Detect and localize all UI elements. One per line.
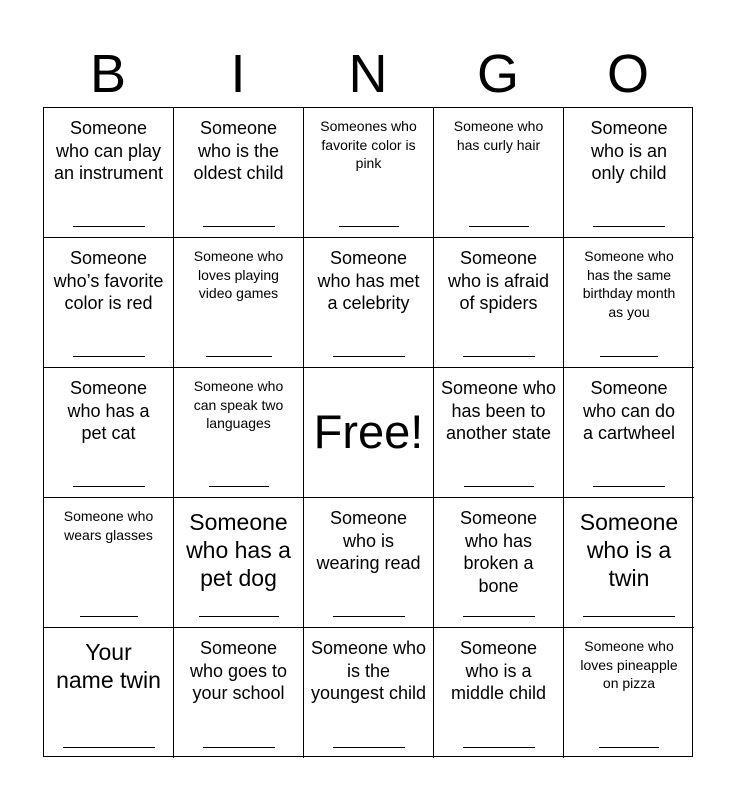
- signature-line: [333, 747, 405, 748]
- header-letter-b: B: [89, 44, 127, 104]
- bingo-header: [43, 40, 693, 108]
- signature-line: [73, 356, 145, 357]
- bingo-cell[interactable]: [564, 368, 694, 498]
- cell-prompt: Someone who is a twin: [579, 509, 679, 591]
- bingo-cell[interactable]: [174, 498, 304, 628]
- header-letter-o: O: [606, 44, 649, 104]
- bingo-cell[interactable]: [564, 238, 694, 368]
- signature-line: [463, 747, 535, 748]
- cell-prompt: Someone who is the youngest child: [310, 638, 427, 703]
- cell-prompt: Someone who is afraid of spiders: [447, 248, 550, 313]
- cell-prompt: Someone who is an only child: [590, 118, 668, 183]
- header-letter-i: I: [230, 44, 246, 104]
- cell-prompt: Someone who has the same birthday month as you: [582, 248, 676, 320]
- header-letter-g: G: [476, 44, 519, 104]
- bingo-cell[interactable]: [174, 368, 304, 498]
- signature-line: [464, 486, 534, 487]
- header-letter-n: N: [348, 44, 388, 104]
- free-space-cell[interactable]: [304, 368, 434, 498]
- cell-prompt: Someone who’s favorite color is red: [53, 248, 164, 313]
- bingo-cell[interactable]: [44, 108, 174, 238]
- bingo-cell[interactable]: [434, 628, 564, 758]
- cell-prompt: Someone who is a middle child: [450, 638, 547, 703]
- signature-line: [333, 356, 405, 357]
- bingo-cell[interactable]: [304, 628, 434, 758]
- signature-line: [469, 226, 529, 227]
- bingo-cell[interactable]: [174, 238, 304, 368]
- free-space-label: Free!: [313, 405, 424, 458]
- signature-line: [73, 486, 145, 487]
- bingo-cell[interactable]: [434, 498, 564, 628]
- bingo-cell[interactable]: [304, 108, 434, 238]
- cell-prompt: Your name twin: [56, 639, 161, 693]
- cell-prompt: Someone who has curly hair: [453, 118, 544, 153]
- bingo-cell[interactable]: [174, 628, 304, 758]
- bingo-cell[interactable]: [434, 368, 564, 498]
- cell-prompt: Someone who is wearing read: [316, 508, 421, 573]
- signature-line: [203, 226, 275, 227]
- signature-line: [333, 616, 405, 617]
- signature-line: [63, 747, 155, 748]
- cell-prompt: Someone who is the oldest child: [193, 118, 284, 183]
- cell-prompt: Someone who has a pet cat: [67, 378, 150, 443]
- signature-line: [209, 486, 269, 487]
- cell-prompt: Someone who loves playing video games: [193, 248, 284, 301]
- signature-line: [80, 616, 138, 617]
- bingo-cell[interactable]: [564, 108, 694, 238]
- cell-prompt: Someone who goes to your school: [189, 638, 288, 703]
- bingo-cell[interactable]: [44, 628, 174, 758]
- signature-line: [73, 226, 145, 227]
- signature-line: [339, 226, 399, 227]
- bingo-card-grid: [43, 107, 693, 757]
- cell-prompt: Someone who can do a cartwheel: [582, 378, 676, 443]
- bingo-cell[interactable]: [44, 368, 174, 498]
- cell-prompt: Someone who can play an instrument: [53, 118, 164, 183]
- cell-prompt: Someone who loves pineapple on pizza: [580, 638, 678, 691]
- bingo-cell[interactable]: [304, 238, 434, 368]
- bingo-cell[interactable]: [434, 108, 564, 238]
- cell-prompt: Someone who wears glasses: [63, 508, 154, 543]
- bingo-cell[interactable]: [564, 498, 694, 628]
- signature-line: [206, 356, 272, 357]
- bingo-cell[interactable]: [434, 238, 564, 368]
- signature-line: [600, 356, 658, 357]
- bingo-cell[interactable]: [174, 108, 304, 238]
- bingo-cell[interactable]: [44, 238, 174, 368]
- signature-line: [583, 616, 675, 617]
- signature-line: [199, 616, 279, 617]
- signature-line: [203, 747, 275, 748]
- signature-line: [463, 356, 535, 357]
- signature-line: [593, 226, 665, 227]
- signature-line: [593, 486, 665, 487]
- signature-line: [599, 747, 659, 748]
- bingo-cell[interactable]: [304, 498, 434, 628]
- cell-prompt: Someone who has met a celebrity: [317, 248, 420, 313]
- bingo-cell[interactable]: [564, 628, 694, 758]
- cell-prompt: Someone who has a pet dog: [186, 509, 291, 591]
- signature-line: [463, 616, 535, 617]
- cell-prompt: Someone who has broken a bone: [459, 508, 538, 596]
- bingo-cell[interactable]: [44, 498, 174, 628]
- cell-prompt: Someone who can speak two languages: [193, 378, 284, 431]
- cell-prompt: Someones who favorite color is pink: [320, 118, 417, 171]
- cell-prompt: Someone who has been to another state: [440, 378, 557, 443]
